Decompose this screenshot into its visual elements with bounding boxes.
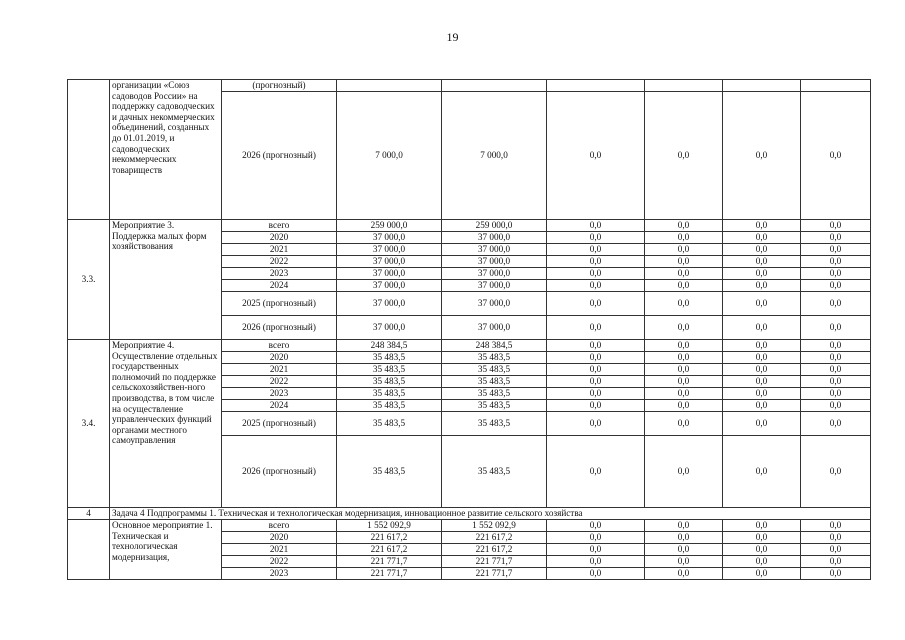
value-cell: 37 000,0 (337, 316, 442, 340)
value-cell (723, 80, 801, 92)
year-cell: 2024 (222, 400, 337, 412)
value-cell: 37 000,0 (442, 232, 547, 244)
value-cell: 0,0 (547, 532, 645, 544)
year-cell: 2024 (222, 280, 337, 292)
value-cell: 0,0 (801, 532, 871, 544)
value-cell: 37 000,0 (442, 268, 547, 280)
value-cell: 0,0 (723, 436, 801, 508)
value-cell: 259 000,0 (442, 220, 547, 232)
value-cell: 248 384,5 (442, 340, 547, 352)
value-cell: 0,0 (801, 280, 871, 292)
value-cell: 0,0 (645, 376, 723, 388)
value-cell: 0,0 (547, 232, 645, 244)
value-cell: 0,0 (801, 256, 871, 268)
value-cell: 0,0 (723, 232, 801, 244)
value-cell: 0,0 (801, 376, 871, 388)
value-cell: 0,0 (645, 244, 723, 256)
value-cell: 0,0 (801, 364, 871, 376)
value-cell: 0,0 (645, 220, 723, 232)
value-cell: 35 483,5 (442, 376, 547, 388)
year-cell: 2025 (прогнозный) (222, 412, 337, 436)
value-cell: 0,0 (801, 244, 871, 256)
value-cell: 0,0 (645, 532, 723, 544)
value-cell: 37 000,0 (442, 280, 547, 292)
value-cell: 0,0 (547, 544, 645, 556)
value-cell: 0,0 (645, 92, 723, 220)
value-cell: 0,0 (547, 244, 645, 256)
value-cell: 0,0 (723, 376, 801, 388)
value-cell: 0,0 (723, 388, 801, 400)
year-cell: 2021 (222, 244, 337, 256)
value-cell: 0,0 (547, 364, 645, 376)
value-cell: 0,0 (723, 520, 801, 532)
value-cell: 0,0 (547, 568, 645, 580)
value-cell: 37 000,0 (337, 292, 442, 316)
value-cell: 0,0 (801, 352, 871, 364)
value-cell: 37 000,0 (442, 256, 547, 268)
value-cell: 35 483,5 (442, 364, 547, 376)
year-cell: 2022 (222, 256, 337, 268)
value-cell: 0,0 (547, 340, 645, 352)
value-cell: 0,0 (645, 520, 723, 532)
value-cell: 0,0 (723, 412, 801, 436)
year-cell: всего (222, 220, 337, 232)
value-cell (442, 80, 547, 92)
year-cell: 2022 (222, 376, 337, 388)
value-cell: 0,0 (801, 232, 871, 244)
value-cell: 35 483,5 (442, 400, 547, 412)
measure-name: Основное мероприятие 1. Техническая и технологическая модернизация, (110, 520, 222, 580)
value-cell: 0,0 (547, 280, 645, 292)
year-cell: 2022 (222, 556, 337, 568)
measure-name: организации «Союз садоводов России» на поддержку садоводческих и дачных некоммерческих объединений, созданных до 01.01.2019, и садоводческих некоммерческих товариществ (110, 80, 222, 220)
value-cell: 0,0 (645, 556, 723, 568)
value-cell: 221 771,7 (442, 556, 547, 568)
value-cell: 0,0 (547, 520, 645, 532)
value-cell: 0,0 (801, 400, 871, 412)
value-cell: 0,0 (645, 568, 723, 580)
measure-name: Мероприятие 4. Осуществление отдельных государственных полномочий по поддержке сельскохозяйствен-ного производства, в том числе на осуществление управленческих функций органами местного самоуправления (110, 340, 222, 508)
year-cell: 2020 (222, 352, 337, 364)
value-cell: 0,0 (723, 268, 801, 280)
value-cell: 0,0 (645, 316, 723, 340)
year-cell: 2025 (прогнозный) (222, 292, 337, 316)
year-cell: (прогнозный) (222, 80, 337, 92)
value-cell: 0,0 (801, 520, 871, 532)
value-cell: 0,0 (547, 92, 645, 220)
value-cell: 0,0 (547, 376, 645, 388)
value-cell: 0,0 (547, 412, 645, 436)
value-cell: 0,0 (645, 544, 723, 556)
value-cell: 7 000,0 (337, 92, 442, 220)
year-cell: 2026 (прогнозный) (222, 92, 337, 220)
value-cell: 0,0 (645, 292, 723, 316)
value-cell: 35 483,5 (337, 388, 442, 400)
value-cell: 7 000,0 (442, 92, 547, 220)
year-cell: 2020 (222, 232, 337, 244)
value-cell: 0,0 (547, 388, 645, 400)
task-title: Задача 4 Подпрограммы 1. Техническая и технологическая модернизация, инновационное развитие сельского хозяйства (110, 508, 871, 520)
value-cell: 0,0 (723, 556, 801, 568)
value-cell: 0,0 (801, 92, 871, 220)
value-cell: 0,0 (645, 436, 723, 508)
value-cell: 0,0 (723, 352, 801, 364)
year-cell: 2023 (222, 388, 337, 400)
year-cell: 2021 (222, 544, 337, 556)
value-cell: 37 000,0 (337, 244, 442, 256)
value-cell: 0,0 (801, 292, 871, 316)
value-cell: 35 483,5 (442, 436, 547, 508)
value-cell: 221 617,2 (337, 544, 442, 556)
year-cell: всего (222, 340, 337, 352)
value-cell: 0,0 (801, 316, 871, 340)
value-cell: 0,0 (723, 292, 801, 316)
year-cell: 2021 (222, 364, 337, 376)
value-cell: 248 384,5 (337, 340, 442, 352)
value-cell: 0,0 (645, 400, 723, 412)
year-cell: 2026 (прогнозный) (222, 316, 337, 340)
value-cell: 0,0 (547, 352, 645, 364)
value-cell: 37 000,0 (442, 292, 547, 316)
value-cell: 0,0 (645, 256, 723, 268)
value-cell: 0,0 (723, 400, 801, 412)
value-cell: 0,0 (723, 244, 801, 256)
budget-table (67, 79, 871, 580)
value-cell: 35 483,5 (337, 436, 442, 508)
row-number: 3.4. (68, 340, 110, 508)
value-cell: 0,0 (723, 364, 801, 376)
value-cell: 0,0 (547, 292, 645, 316)
year-cell: 2023 (222, 268, 337, 280)
value-cell: 221 617,2 (442, 544, 547, 556)
value-cell (337, 80, 442, 92)
measure-name: Мероприятие 3. Поддержка малых форм хозяйствования (110, 220, 222, 340)
value-cell: 0,0 (723, 532, 801, 544)
value-cell: 0,0 (547, 556, 645, 568)
table-row (68, 80, 871, 92)
value-cell: 0,0 (723, 256, 801, 268)
table-row (68, 340, 871, 352)
task-number: 4 (68, 508, 110, 520)
row-number (68, 520, 110, 580)
value-cell: 0,0 (547, 268, 645, 280)
value-cell: 221 617,2 (442, 532, 547, 544)
value-cell: 37 000,0 (442, 316, 547, 340)
value-cell: 37 000,0 (337, 256, 442, 268)
value-cell: 0,0 (801, 412, 871, 436)
value-cell: 0,0 (645, 388, 723, 400)
value-cell: 0,0 (801, 388, 871, 400)
value-cell: 0,0 (547, 316, 645, 340)
value-cell: 0,0 (645, 232, 723, 244)
value-cell: 1 552 092,9 (442, 520, 547, 532)
value-cell: 37 000,0 (337, 280, 442, 292)
value-cell: 221 771,7 (442, 568, 547, 580)
value-cell: 35 483,5 (337, 400, 442, 412)
value-cell: 0,0 (801, 544, 871, 556)
value-cell: 35 483,5 (337, 376, 442, 388)
value-cell: 0,0 (801, 568, 871, 580)
value-cell: 1 552 092,9 (337, 520, 442, 532)
value-cell: 0,0 (547, 400, 645, 412)
value-cell: 0,0 (723, 280, 801, 292)
value-cell: 0,0 (645, 364, 723, 376)
value-cell: 0,0 (547, 436, 645, 508)
value-cell: 0,0 (547, 256, 645, 268)
value-cell: 0,0 (801, 436, 871, 508)
value-cell: 0,0 (801, 268, 871, 280)
value-cell: 0,0 (723, 316, 801, 340)
value-cell: 0,0 (723, 220, 801, 232)
year-cell: 2023 (222, 568, 337, 580)
value-cell: 0,0 (547, 220, 645, 232)
value-cell: 35 483,5 (337, 412, 442, 436)
value-cell: 0,0 (723, 544, 801, 556)
value-cell: 35 483,5 (442, 388, 547, 400)
value-cell: 37 000,0 (442, 244, 547, 256)
year-cell: 2026 (прогнозный) (222, 436, 337, 508)
value-cell: 221 617,2 (337, 532, 442, 544)
value-cell: 37 000,0 (337, 268, 442, 280)
year-cell: всего (222, 520, 337, 532)
value-cell: 0,0 (645, 268, 723, 280)
row-number (68, 80, 110, 220)
value-cell: 259 000,0 (337, 220, 442, 232)
value-cell: 35 483,5 (442, 412, 547, 436)
value-cell (801, 80, 871, 92)
value-cell: 0,0 (801, 220, 871, 232)
value-cell: 0,0 (645, 412, 723, 436)
value-cell: 35 483,5 (337, 364, 442, 376)
table-row (68, 520, 871, 532)
row-number: 3.3. (68, 220, 110, 340)
value-cell: 0,0 (723, 568, 801, 580)
page-number: 19 (446, 30, 459, 44)
value-cell: 35 483,5 (337, 352, 442, 364)
value-cell: 0,0 (801, 340, 871, 352)
value-cell (547, 80, 645, 92)
value-cell: 0,0 (723, 340, 801, 352)
value-cell: 0,0 (645, 352, 723, 364)
value-cell: 0,0 (723, 92, 801, 220)
table-row (68, 220, 871, 232)
value-cell: 37 000,0 (337, 232, 442, 244)
year-cell: 2020 (222, 532, 337, 544)
value-cell: 0,0 (645, 280, 723, 292)
value-cell: 0,0 (801, 556, 871, 568)
value-cell: 221 771,7 (337, 568, 442, 580)
value-cell: 35 483,5 (442, 352, 547, 364)
value-cell: 0,0 (645, 340, 723, 352)
value-cell (645, 80, 723, 92)
value-cell: 221 771,7 (337, 556, 442, 568)
task-row (68, 508, 871, 520)
